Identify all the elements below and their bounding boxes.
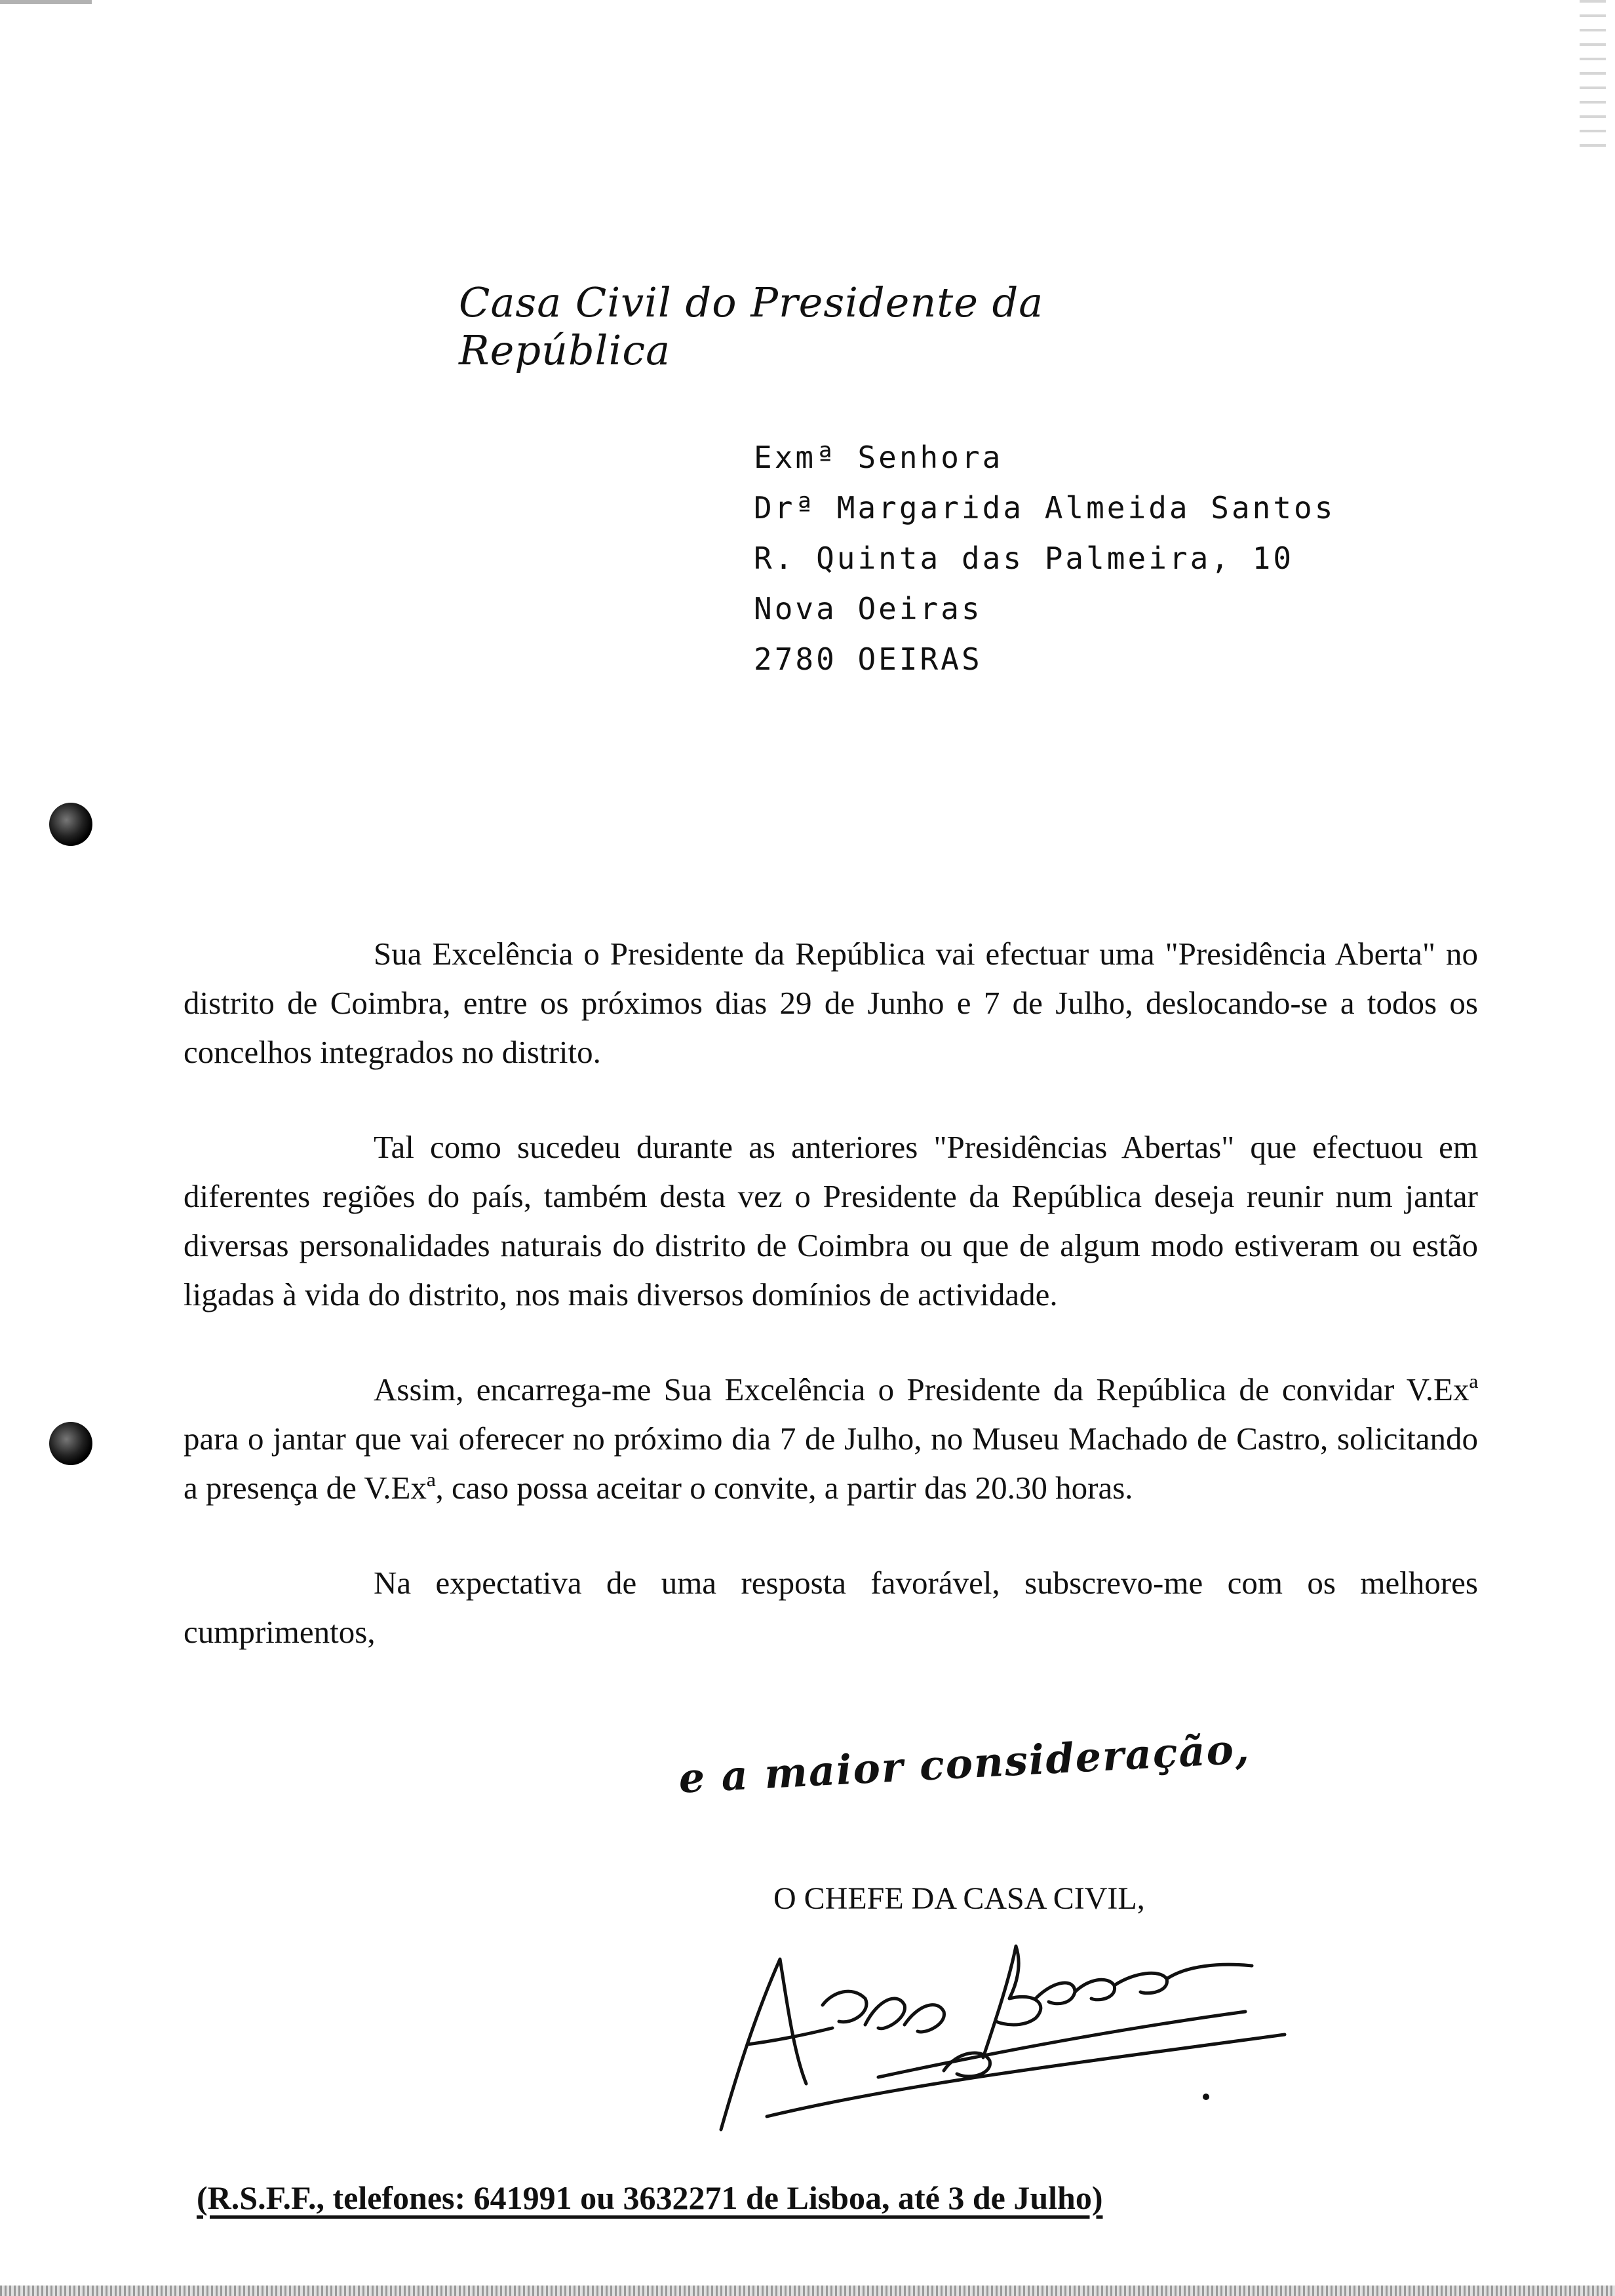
body-paragraph: Assim, encarrega-me Sua Excelência o Presidente da República de convidar V.Exª para o jantar que vai oferecer no próximo dia 7 de Julho, no Museu Machado de Castro, solicitando a presença de V.Exª, caso possa aceitar o convite, a partir das 20.30 horas. (184, 1371, 1478, 1506)
recipient-line: Drª Margarida Almeida Santos (754, 490, 1336, 526)
letter-body (184, 929, 1478, 1656)
scan-artifact-bottom (0, 2286, 1615, 2296)
signature (708, 1920, 1298, 2136)
handwritten-closing: e a maior consideração, (677, 1725, 1252, 1803)
letterhead: Casa Civil do Presidente da República (459, 278, 1044, 374)
body-paragraph: Tal como sucedeu durante as anteriores "Presidências Abertas" que efectuou em diferentes regiões do país, também desta vez o Presidente da República deseja reunir num jantar diversas personalidades naturais do distrito de Coimbra ou que de algum modo estiveram ou estão ligadas à vida do distrito, nos mais diversos domínios de actividade. (184, 1129, 1478, 1312)
recipient-address (754, 432, 1335, 685)
recipient-line: R. Quinta das Palmeira, 10 (754, 541, 1294, 576)
punch-hole (49, 803, 92, 846)
scan-artifact-top (0, 0, 92, 4)
recipient-line: Exmª Senhora (754, 440, 1003, 475)
signature-title: O CHEFE DA CASA CIVIL, (773, 1881, 1145, 1916)
recipient-line: Nova Oeiras (754, 591, 983, 626)
scan-artifact-right (1580, 0, 1606, 157)
body-paragraph: Na expectativa de uma resposta favorável, subscrevo-me com os melhores cumprimentos, (184, 1565, 1478, 1650)
footer-note: (R.S.F.F., telefones: 641991 ou 3632271 de Lisboa, até 3 de Julho) (197, 2179, 1103, 2216)
recipient-line: 2780 OEIRAS (754, 641, 983, 677)
body-paragraph: Sua Excelência o Presidente da República vai efectuar uma "Presidência Aberta" no distrito de Coimbra, entre os próximos dias 29 de Junho e 7 de Julho, deslocando-se a todos os concelhos integrados no distrito. (184, 936, 1478, 1070)
punch-hole (49, 1422, 92, 1465)
